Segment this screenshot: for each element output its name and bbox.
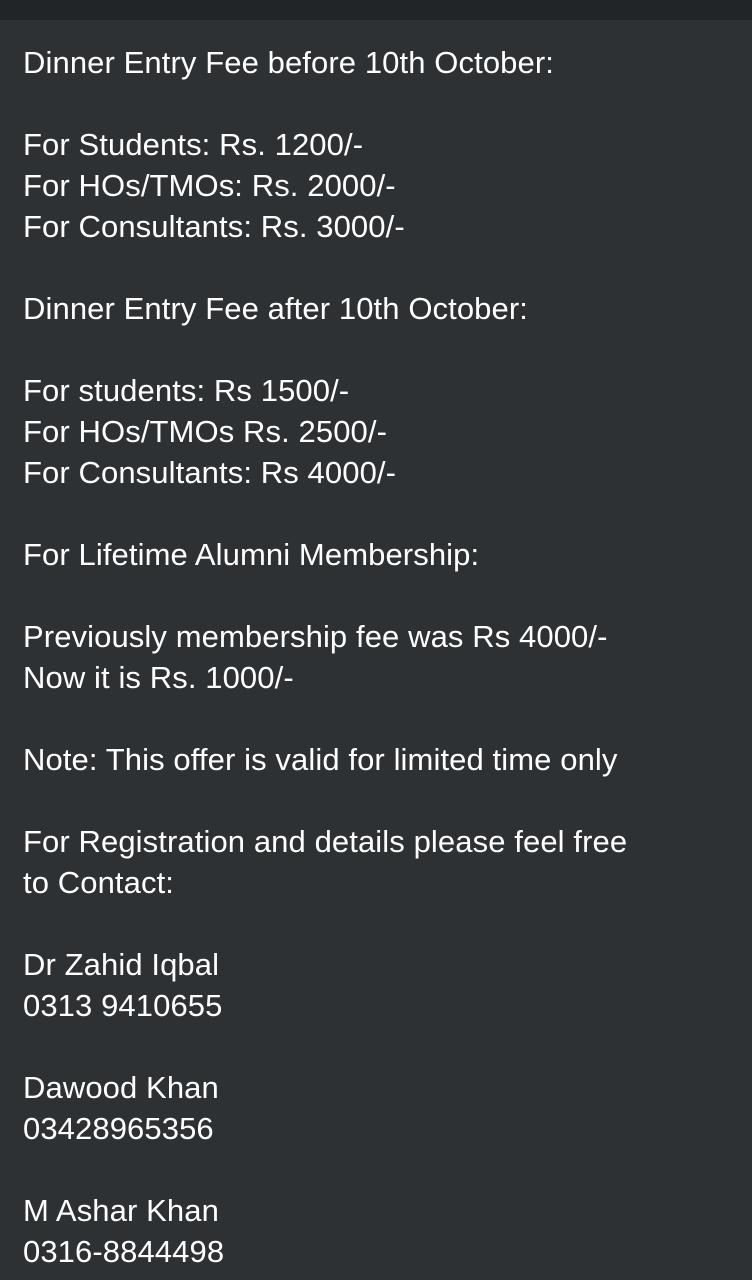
- message-blank-line: [23, 1026, 734, 1067]
- message-body: [0, 42, 752, 1272]
- contact-name: Dr Zahid Iqbal: [23, 947, 220, 982]
- contact-phone[interactable]: 03428965356: [23, 1111, 214, 1146]
- contact-name: M Ashar Khan: [23, 1193, 219, 1228]
- message-line: For Registration and details please feel free: [23, 824, 628, 859]
- message-line: Note: This offer is valid for limited time only: [23, 742, 618, 777]
- contact-phone[interactable]: 0316-8844498: [23, 1234, 225, 1269]
- message-line: For Lifetime Alumni Membership:: [23, 537, 480, 572]
- message-line: For students: Rs 1500/-: [23, 373, 350, 408]
- message-line: Dinner Entry Fee after 10th October:: [23, 291, 529, 326]
- message-blank-line: [23, 247, 734, 288]
- message-line: Previously membership fee was Rs 4000/-: [23, 619, 608, 654]
- message-blank-line: [23, 1149, 734, 1190]
- contact-phone[interactable]: 0313 9410655: [23, 988, 223, 1023]
- top-status-bar: [0, 0, 752, 20]
- message-blank-line: [23, 493, 734, 534]
- message-line: For Consultants: Rs. 3000/-: [23, 209, 405, 244]
- message-line: For Consultants: Rs 4000/-: [23, 455, 397, 490]
- message-line: For Students: Rs. 1200/-: [23, 127, 364, 162]
- contact-name: Dawood Khan: [23, 1070, 219, 1105]
- message-line: For HOs/TMOs Rs. 2500/-: [23, 414, 388, 449]
- message-blank-line: [23, 575, 734, 616]
- message-line: For HOs/TMOs: Rs. 2000/-: [23, 168, 396, 203]
- message-line: Dinner Entry Fee before 10th October:: [23, 45, 554, 80]
- message-line: to Contact:: [23, 865, 175, 900]
- message-blank-line: [23, 780, 734, 821]
- message-blank-line: [23, 903, 734, 944]
- message-blank-line: [23, 329, 734, 370]
- message-blank-line: [23, 698, 734, 739]
- message-line: Now it is Rs. 1000/-: [23, 660, 294, 695]
- message-blank-line: [23, 83, 734, 124]
